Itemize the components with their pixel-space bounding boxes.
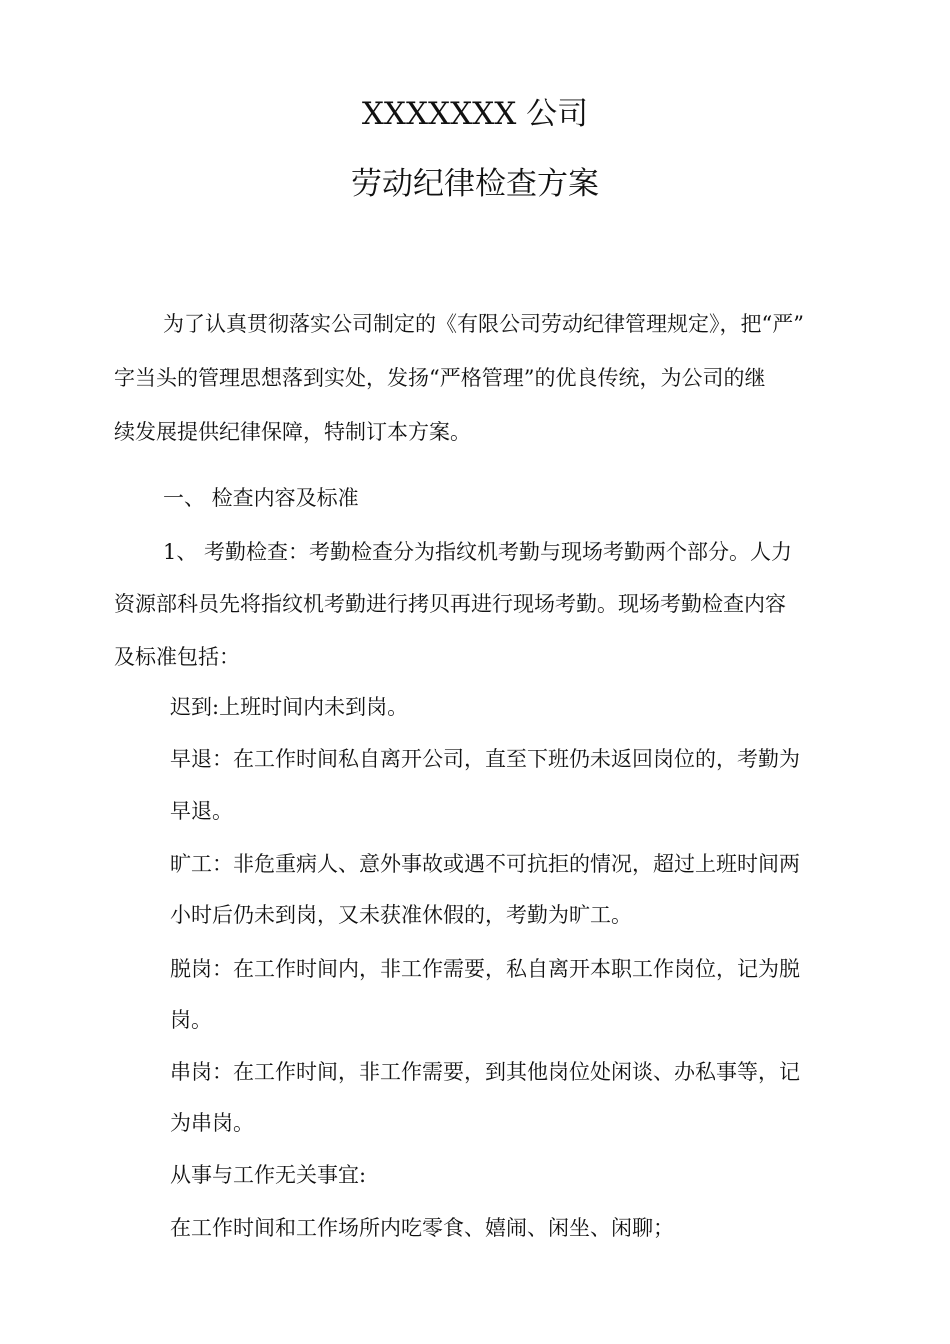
section-heading: 一、 检查内容及标准	[163, 486, 359, 510]
intro-line-1: 为了认真贯彻落实公司制定的《有限公司劳动纪律管理规定》，把“严”	[163, 312, 804, 336]
intro-line-3: 续发展提供纪律保障，特制订本方案。	[114, 420, 471, 444]
item1-line-2: 资源部科员先将指纹机考勤进行拷贝再进行现场考勤。现场考勤检查内容	[114, 592, 786, 616]
item1-line-1: 1、 考勤检查：考勤检查分为指纹机考勤与现场考勤两个部分。人力	[163, 540, 793, 564]
company-title: XXXXXXX 公司	[361, 96, 589, 132]
early-leave-line-1: 早退：在工作时间私自离开公司，直至下班仍未返回岗位的，考勤为	[170, 747, 800, 771]
early-leave-line-2: 早退。	[170, 799, 233, 823]
late-definition: 迟到:上班时间内未到岗。	[170, 695, 409, 719]
off-post-line-1: 脱岗：在工作时间内，非工作需要，私自离开本职工作岗位，记为脱	[170, 957, 800, 981]
unrelated-heading: 从事与工作无关事宜:	[170, 1163, 367, 1187]
absent-line-1: 旷工：非危重病人、意外事故或遇不可抗拒的情况，超过上班时间两	[170, 852, 800, 876]
absent-line-2: 小时后仍未到岗，又未获准休假的，考勤为旷工。	[170, 903, 632, 927]
off-post-line-2: 岗。	[170, 1008, 212, 1032]
wander-line-1: 串岗：在工作时间，非工作需要，到其他岗位处闲谈、办私事等，记	[170, 1060, 800, 1084]
document-title: 劳动纪律检查方案	[351, 166, 599, 202]
wander-line-2: 为串岗。	[170, 1111, 254, 1135]
intro-line-2: 字当头的管理思想落到实处，发扬“严格管理”的优良传统，为公司的继	[114, 366, 766, 390]
unrelated-item-1: 在工作时间和工作场所内吃零食、嬉闹、闲坐、闲聊；	[170, 1216, 674, 1240]
item1-line-3: 及标准包括：	[114, 645, 240, 669]
